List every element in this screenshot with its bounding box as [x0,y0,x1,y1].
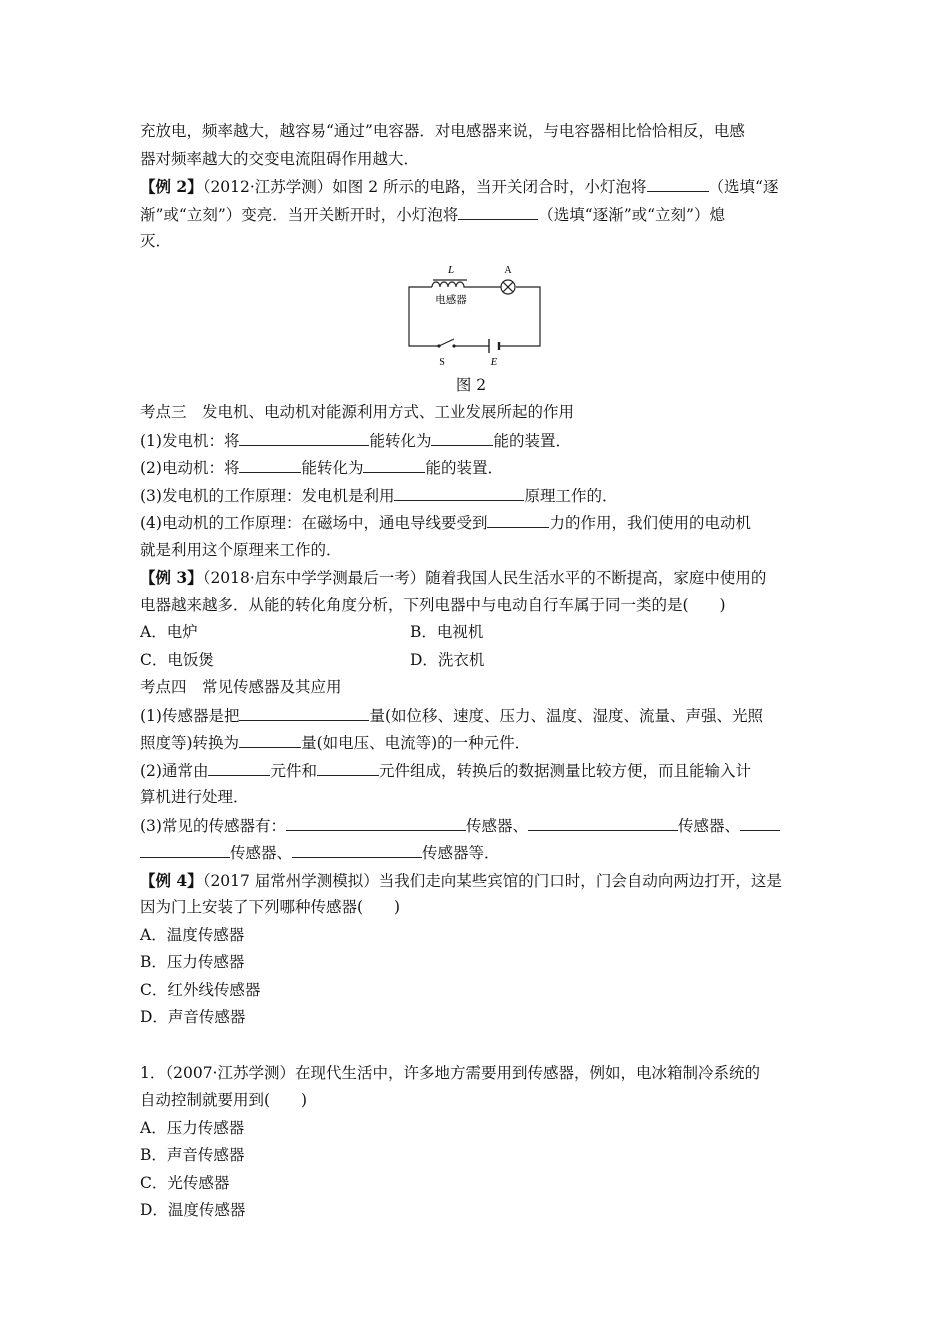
answer-blank[interactable] [431,427,493,446]
kp3-item-1 [140,427,812,455]
worksheet-page [140,118,812,1225]
example-2-text: （选填“逐渐”或“立刻”）熄 [538,205,725,224]
lamp-label: A [504,264,512,276]
kp4-item-2 [140,757,812,785]
example-4-tag: 【例 4】 [140,870,203,890]
example-3-options-row-1 [140,619,812,647]
example-2-line-1 [140,173,812,201]
option-c[interactable]: C．光传感器 [140,1173,230,1192]
answer-blank[interactable] [740,812,780,831]
example-4-text: （2017 届常州学测模拟）当我们走向某些宾馆的门口时，门会自动向两边打开，这是 [202,871,782,890]
kp4-text: 元件组成，转换后的数据测量比较方便，而且能输入计 [378,761,751,780]
answer-blank[interactable] [292,839,422,858]
kp4-text: 传感器、 [230,844,293,862]
question-1-line-1: 1．（2007·江苏学测）在现代生活中，许多地方需要用到传感器，例如，电冰箱制冷系统的 [140,1063,760,1082]
answer-blank[interactable] [239,702,369,721]
option-b[interactable]: B．压力传感器 [140,953,245,971]
kp4-item-1 [140,702,812,730]
inductor-label: 电感器 [435,293,467,306]
example-4-line-1 [140,867,812,895]
kp4-text: 量(如电压、电流等)的一种元件． [301,734,531,752]
option-a[interactable]: A．压力传感器 [140,1118,245,1137]
option-d[interactable]: D．洗衣机 [410,650,485,669]
kp4-item-3-cont [140,839,812,867]
example-2-tag: 【例 2】 [140,177,203,196]
answer-blank[interactable] [239,427,369,446]
kp4-text: 传感器等． [422,844,500,862]
circuit-figure [140,262,812,372]
option-b[interactable]: B．声音传感器 [140,1146,245,1164]
kp3-text: 能转化为 [369,431,432,450]
option-d[interactable]: D．温度传感器 [140,1201,246,1219]
kp3-item-2 [140,454,812,482]
kp3-text: (4)电动机的工作原理：在磁场中，通电导线要受到 [140,514,488,532]
answer-blank[interactable] [487,509,549,528]
kp4-title: 考点四 常见传感器及其应用 [140,678,342,696]
answer-blank[interactable] [394,482,524,501]
kp4-item-3 [140,812,812,840]
intro-line-1: 充放电，频率越大，越容易“通过”电容器．对电感器来说，与电容器相比恰恰相反，电感 [140,122,745,140]
example-2-line-3: 灭． [140,232,172,250]
kp3-text: (1)发电机：将 [140,431,240,450]
kp3-text: 能的装置． [425,459,503,477]
answer-blank[interactable] [239,729,301,748]
option-c[interactable]: C．电饭煲 [140,650,214,669]
answer-blank[interactable] [363,454,425,473]
kp4-text: (3)常见的传感器有： [140,816,286,835]
answer-blank[interactable] [317,757,379,776]
answer-blank[interactable] [208,757,270,776]
kp3-text: 力的作用，我们使用的电动机 [549,514,751,532]
example-3-line-1 [140,564,812,592]
intro-line-2: 器对频率越大的交变电流阻碍作用越大． [140,149,420,168]
kp3-text: (2)电动机：将 [140,459,240,477]
option-c[interactable]: C．红外线传感器 [140,980,261,999]
kp4-item-2-cont: 算机进行处理． [140,788,249,806]
kp3-text: 能的装置． [493,431,571,450]
kp4-text: 量(如位移、速度、压力、温度、湿度、流量、声强、光照 [369,706,764,725]
kp4-text: (2)通常由 [140,761,209,780]
switch-label: S [439,356,445,368]
battery-label: E [490,356,498,368]
section-gap [140,1032,812,1060]
kp3-item-4 [140,509,812,537]
answer-blank[interactable] [528,812,678,831]
example-2-text: 渐”或“立刻”）变亮．当开关断开时，小灯泡将 [140,205,459,224]
example-4-line-2: 因为门上安装了下列哪种传感器( ) [140,898,401,916]
example-3-tag: 【例 3】 [140,568,203,587]
answer-blank[interactable] [239,454,301,473]
option-b[interactable]: B．电视机 [410,623,484,641]
kp4-item-1-cont [140,729,812,757]
kp4-text: 元件和 [270,761,317,780]
kp4-text: 照度等)转换为 [140,734,240,752]
option-a[interactable]: A．电炉 [140,623,198,641]
option-d[interactable]: D．声音传感器 [140,1008,246,1026]
kp4-text: (1)传感器是把 [140,706,240,725]
kp4-text: 传感器、 [465,816,528,835]
option-a[interactable]: A．温度传感器 [140,925,245,944]
answer-blank[interactable] [647,173,709,192]
inductor-symbol-label: L [447,263,455,276]
answer-blank[interactable] [458,201,538,220]
kp3-text: 能转化为 [301,459,364,477]
question-1-line-2: 自动控制就要用到( ) [140,1091,308,1109]
kp3-text: (3)发电机的工作原理：发电机是利用 [140,486,395,505]
example-2-line-2 [140,201,812,229]
kp3-text: 原理工作的． [524,486,618,505]
example-2-text: （2012·江苏学测）如图 2 所示的电路，当开关闭合时，小灯泡将 [202,178,647,196]
answer-blank[interactable] [140,839,230,858]
kp3-title: 考点三 发电机、电动机对能源利用方式、工业发展所起的作用 [140,403,575,421]
kp4-text: 传感器、 [677,816,740,835]
example-2-text: （选填“逐 [708,178,779,196]
kp3-item-3 [140,482,812,510]
circuit-diagram [405,262,550,372]
figure-caption: 图 2 [455,375,487,394]
kp3-item-4-cont: 就是利用这个原理来工作的． [140,540,342,559]
inductor-coil [432,282,468,287]
example-3-text: （2018·启东中学学测最后一考）随着我国人民生活水平的不断提高，家庭中使用的 [202,569,767,587]
example-3-options-row-2 [140,647,812,675]
answer-blank[interactable] [286,812,466,831]
example-3-line-2: 电器越来越多．从能的转化角度分析，下列电器中与电动自行车属于同一类的是( ) [140,595,726,614]
